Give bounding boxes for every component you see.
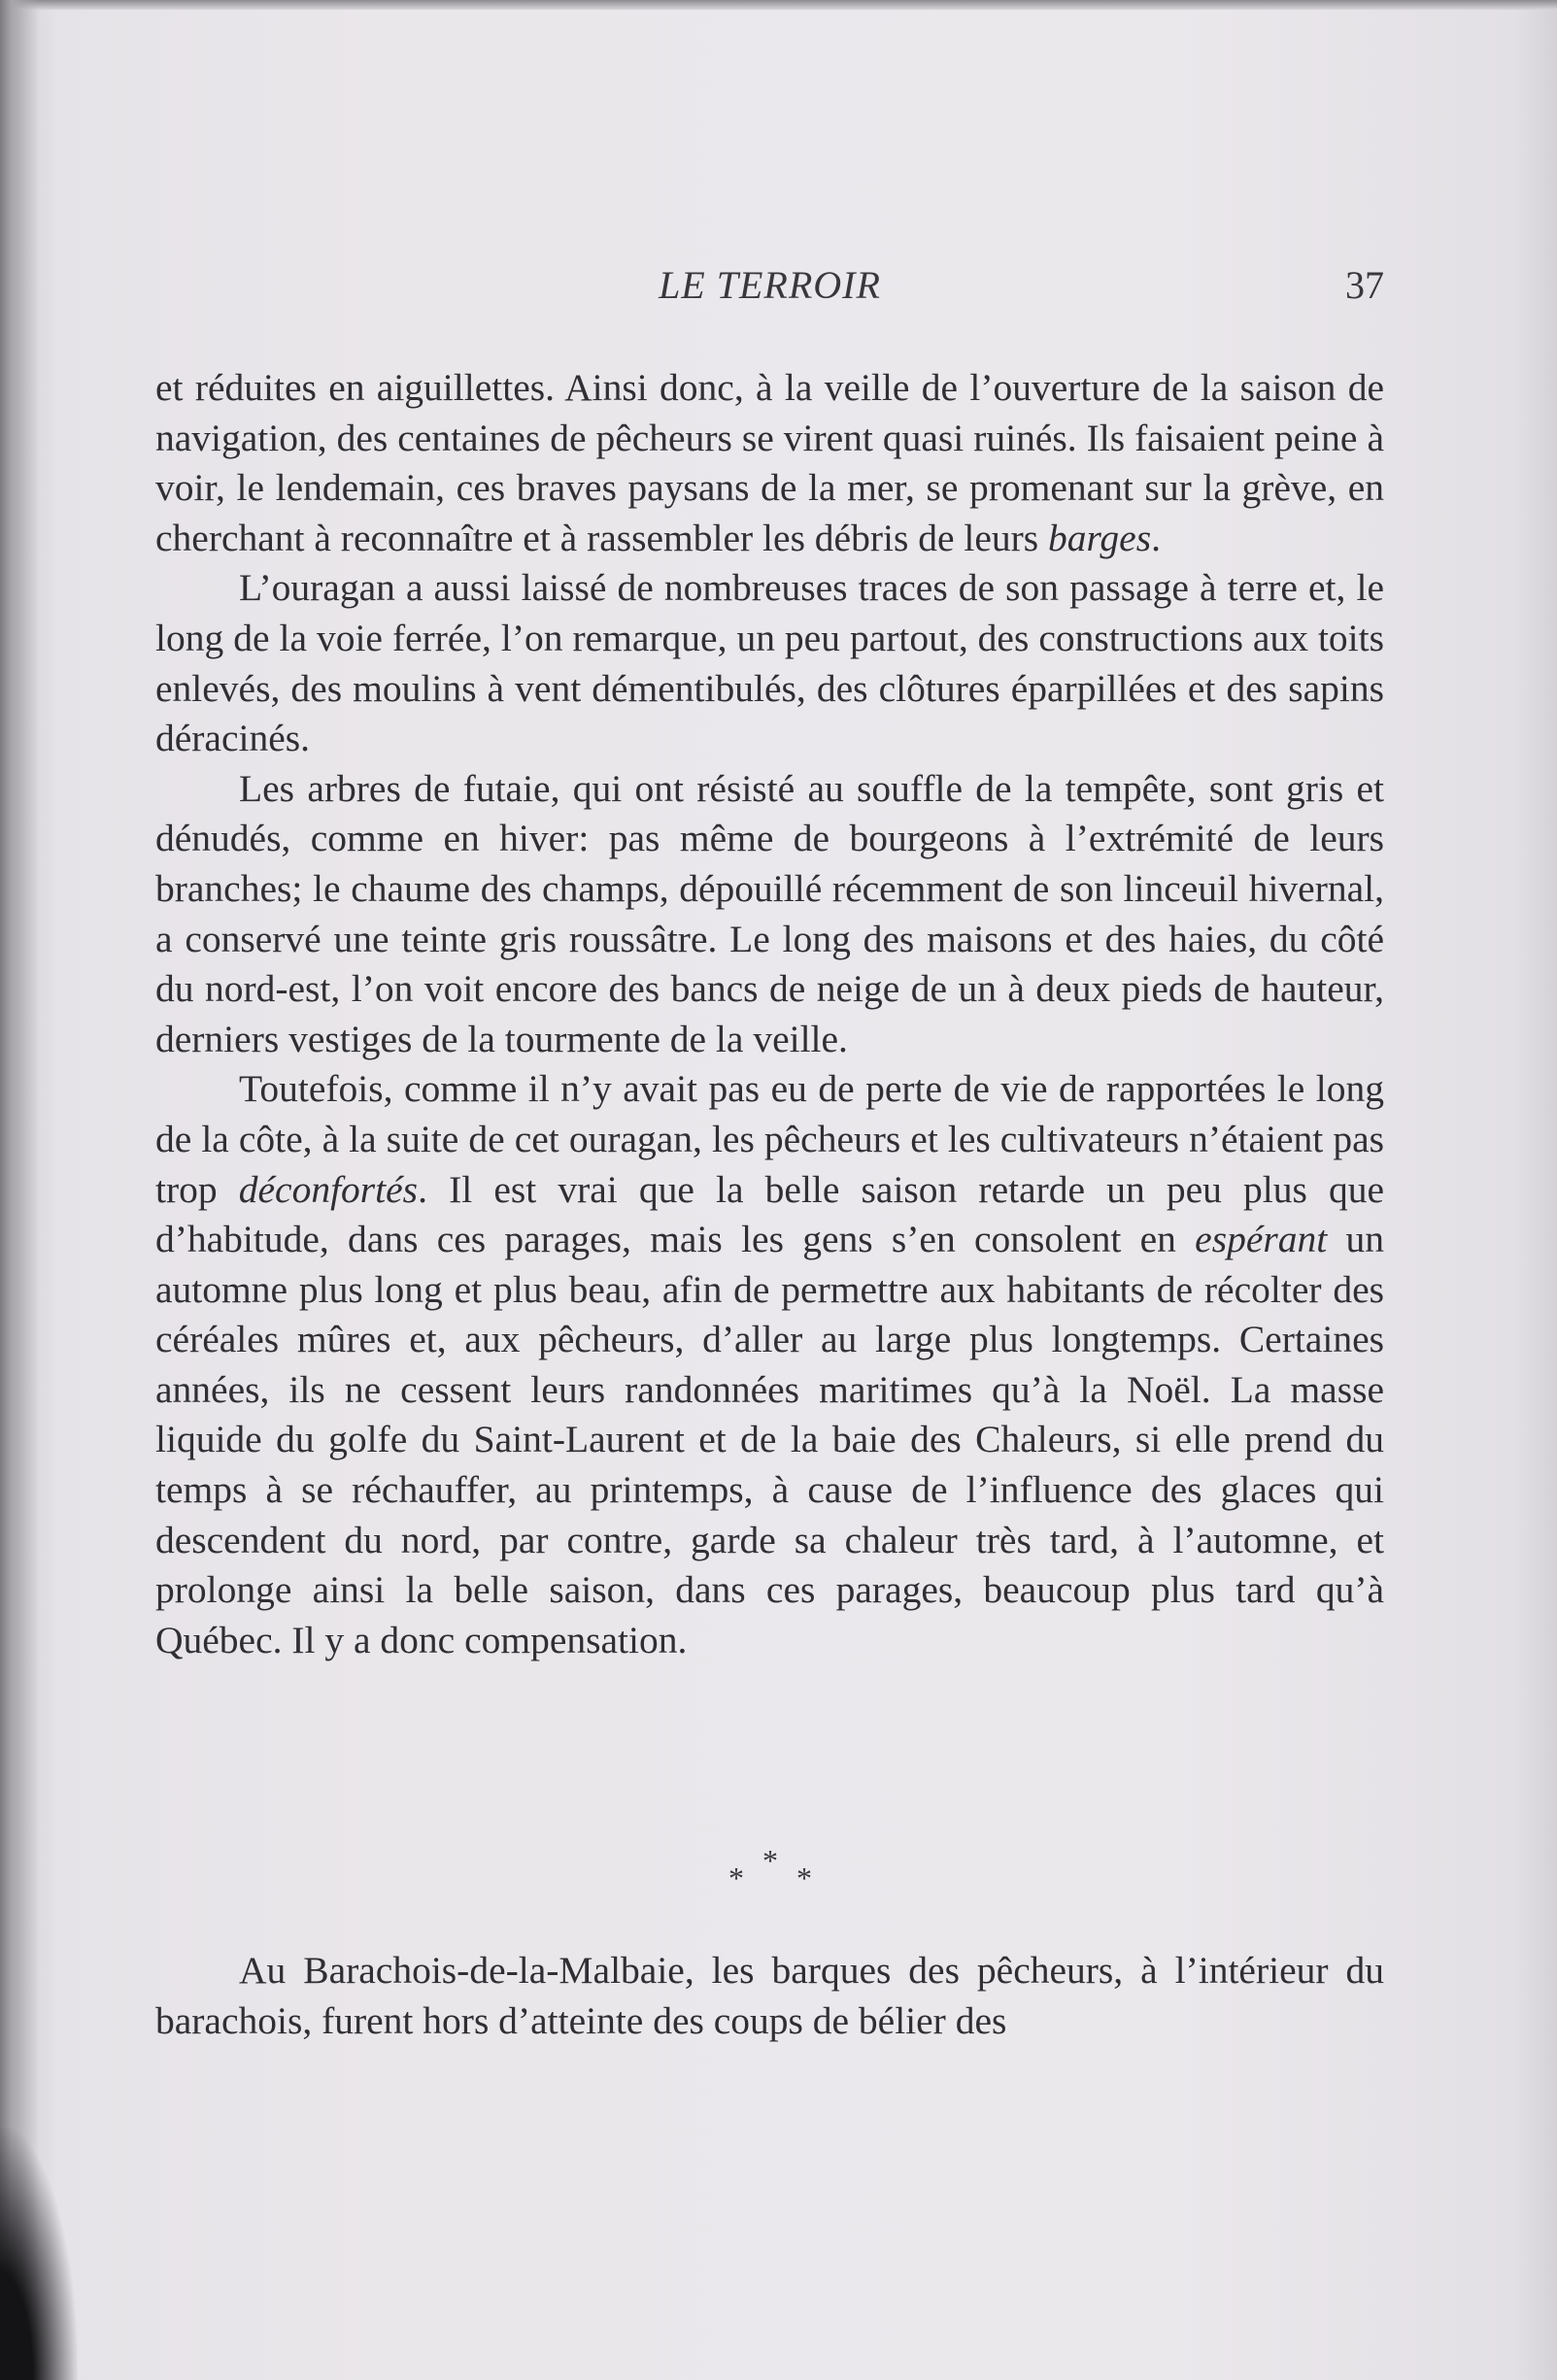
page-number: 37 (1345, 263, 1384, 307)
paragraph-4-text-a: Toutefois, comme il n’y avait pas eu de perte de vie de rapportées le long de la côte, à la suite de cet ouragan, les pêcheurs et les cultivateurs n’étaient pas trop (155, 1067, 1384, 1211)
corner-shadow (0, 2128, 78, 2380)
paragraph-4-text-c: un automne plus long et plus beau, afin de permettre aux habitants de récolter des céréales mûres et, aux pêcheurs, d’aller au large plus longtemps. Certaines années, ils ne cessent leurs randonnées maritimes qu’à la Noël. La masse liquide du golfe du Saint-Laurent et de la baie des Chaleurs, si elle prend du temps à se réchauffer, au printemps, à cause de l’influence des glaces qui descendent du nord, par contre, garde sa chaleur très tard, à l’automne, et prolonge ainsi la belle saison, dans ces parages, beaucoup plus tard qu’à Québec. Il y a donc compensation. (155, 1218, 1384, 1661)
running-head: LE TERROIR (659, 263, 881, 307)
body-text (155, 363, 1384, 1665)
paragraph-3 (155, 764, 1384, 1065)
page-top-edge (0, 0, 1557, 10)
italic-word-esperant: espérant (1195, 1218, 1328, 1261)
paragraph-4-text-b: . Il est vrai que la belle saison retarde un peu plus que d’habitude, dans ces parages, mais les gens s’en consolent en (155, 1167, 1384, 1261)
asterisk-right: * (796, 1860, 812, 1895)
paragraph-1-end: . (1151, 516, 1161, 559)
page-header (155, 262, 1384, 320)
asterisk-top: * (762, 1843, 778, 1878)
paragraph-5 (155, 1946, 1384, 2046)
italic-word-barges: barges (1048, 516, 1152, 559)
paragraph-5-text: Au Barachois-de-la-Malbaie, les barques des pêcheurs, à l’intérieur du barachois, furent hors d’atteinte des coups de bélier des (155, 1949, 1384, 2042)
body-text-continued (155, 1946, 1384, 2046)
gutter-shadow (0, 0, 39, 2380)
section-break-asterisks (719, 1843, 816, 1895)
paragraph-3-text: Les arbres de futaie, qui ont résisté au souffle de la tempête, sont gris et dénudés, comme en hiver: pas même de bourgeons à l’extrémité de leurs branches; le chaume des champs, dépouillé récemment de son linceuil hivernal, a conservé une teinte gris roussâtre. Le long des maisons et des haies, du côté du nord-est, l’on voit encore des bancs de neige de un à deux pieds de hauteur, derniers vestiges de la tourmente de la veille. (155, 766, 1384, 1060)
paragraph-1-text: et réduites en aiguillettes. Ainsi donc, à la veille de l’ouverture de la saison de navigation, des centaines de pêcheurs se virent quasi ruinés. Ils faisaient peine à voir, le lendemain, ces braves paysans de la mer, se promenant sur la grève, en cherchant à reconnaître et à rassembler les débris de leurs (155, 366, 1384, 559)
paragraph-2 (155, 563, 1384, 763)
italic-word-deconfortes: déconfortés (238, 1167, 419, 1211)
paragraph-2-text: L’ouragan a aussi laissé de nombreuses traces de son passage à terre et, le long de la voie ferrée, l’on remarque, un peu partout, des constructions aux toits enlevés, des moulins à vent démentibulés, des clôtures éparpillées et des sapins déracinés. (155, 566, 1384, 760)
asterisk-left: * (728, 1860, 744, 1895)
paragraph-1 (155, 363, 1384, 563)
paragraph-4 (155, 1064, 1384, 1665)
